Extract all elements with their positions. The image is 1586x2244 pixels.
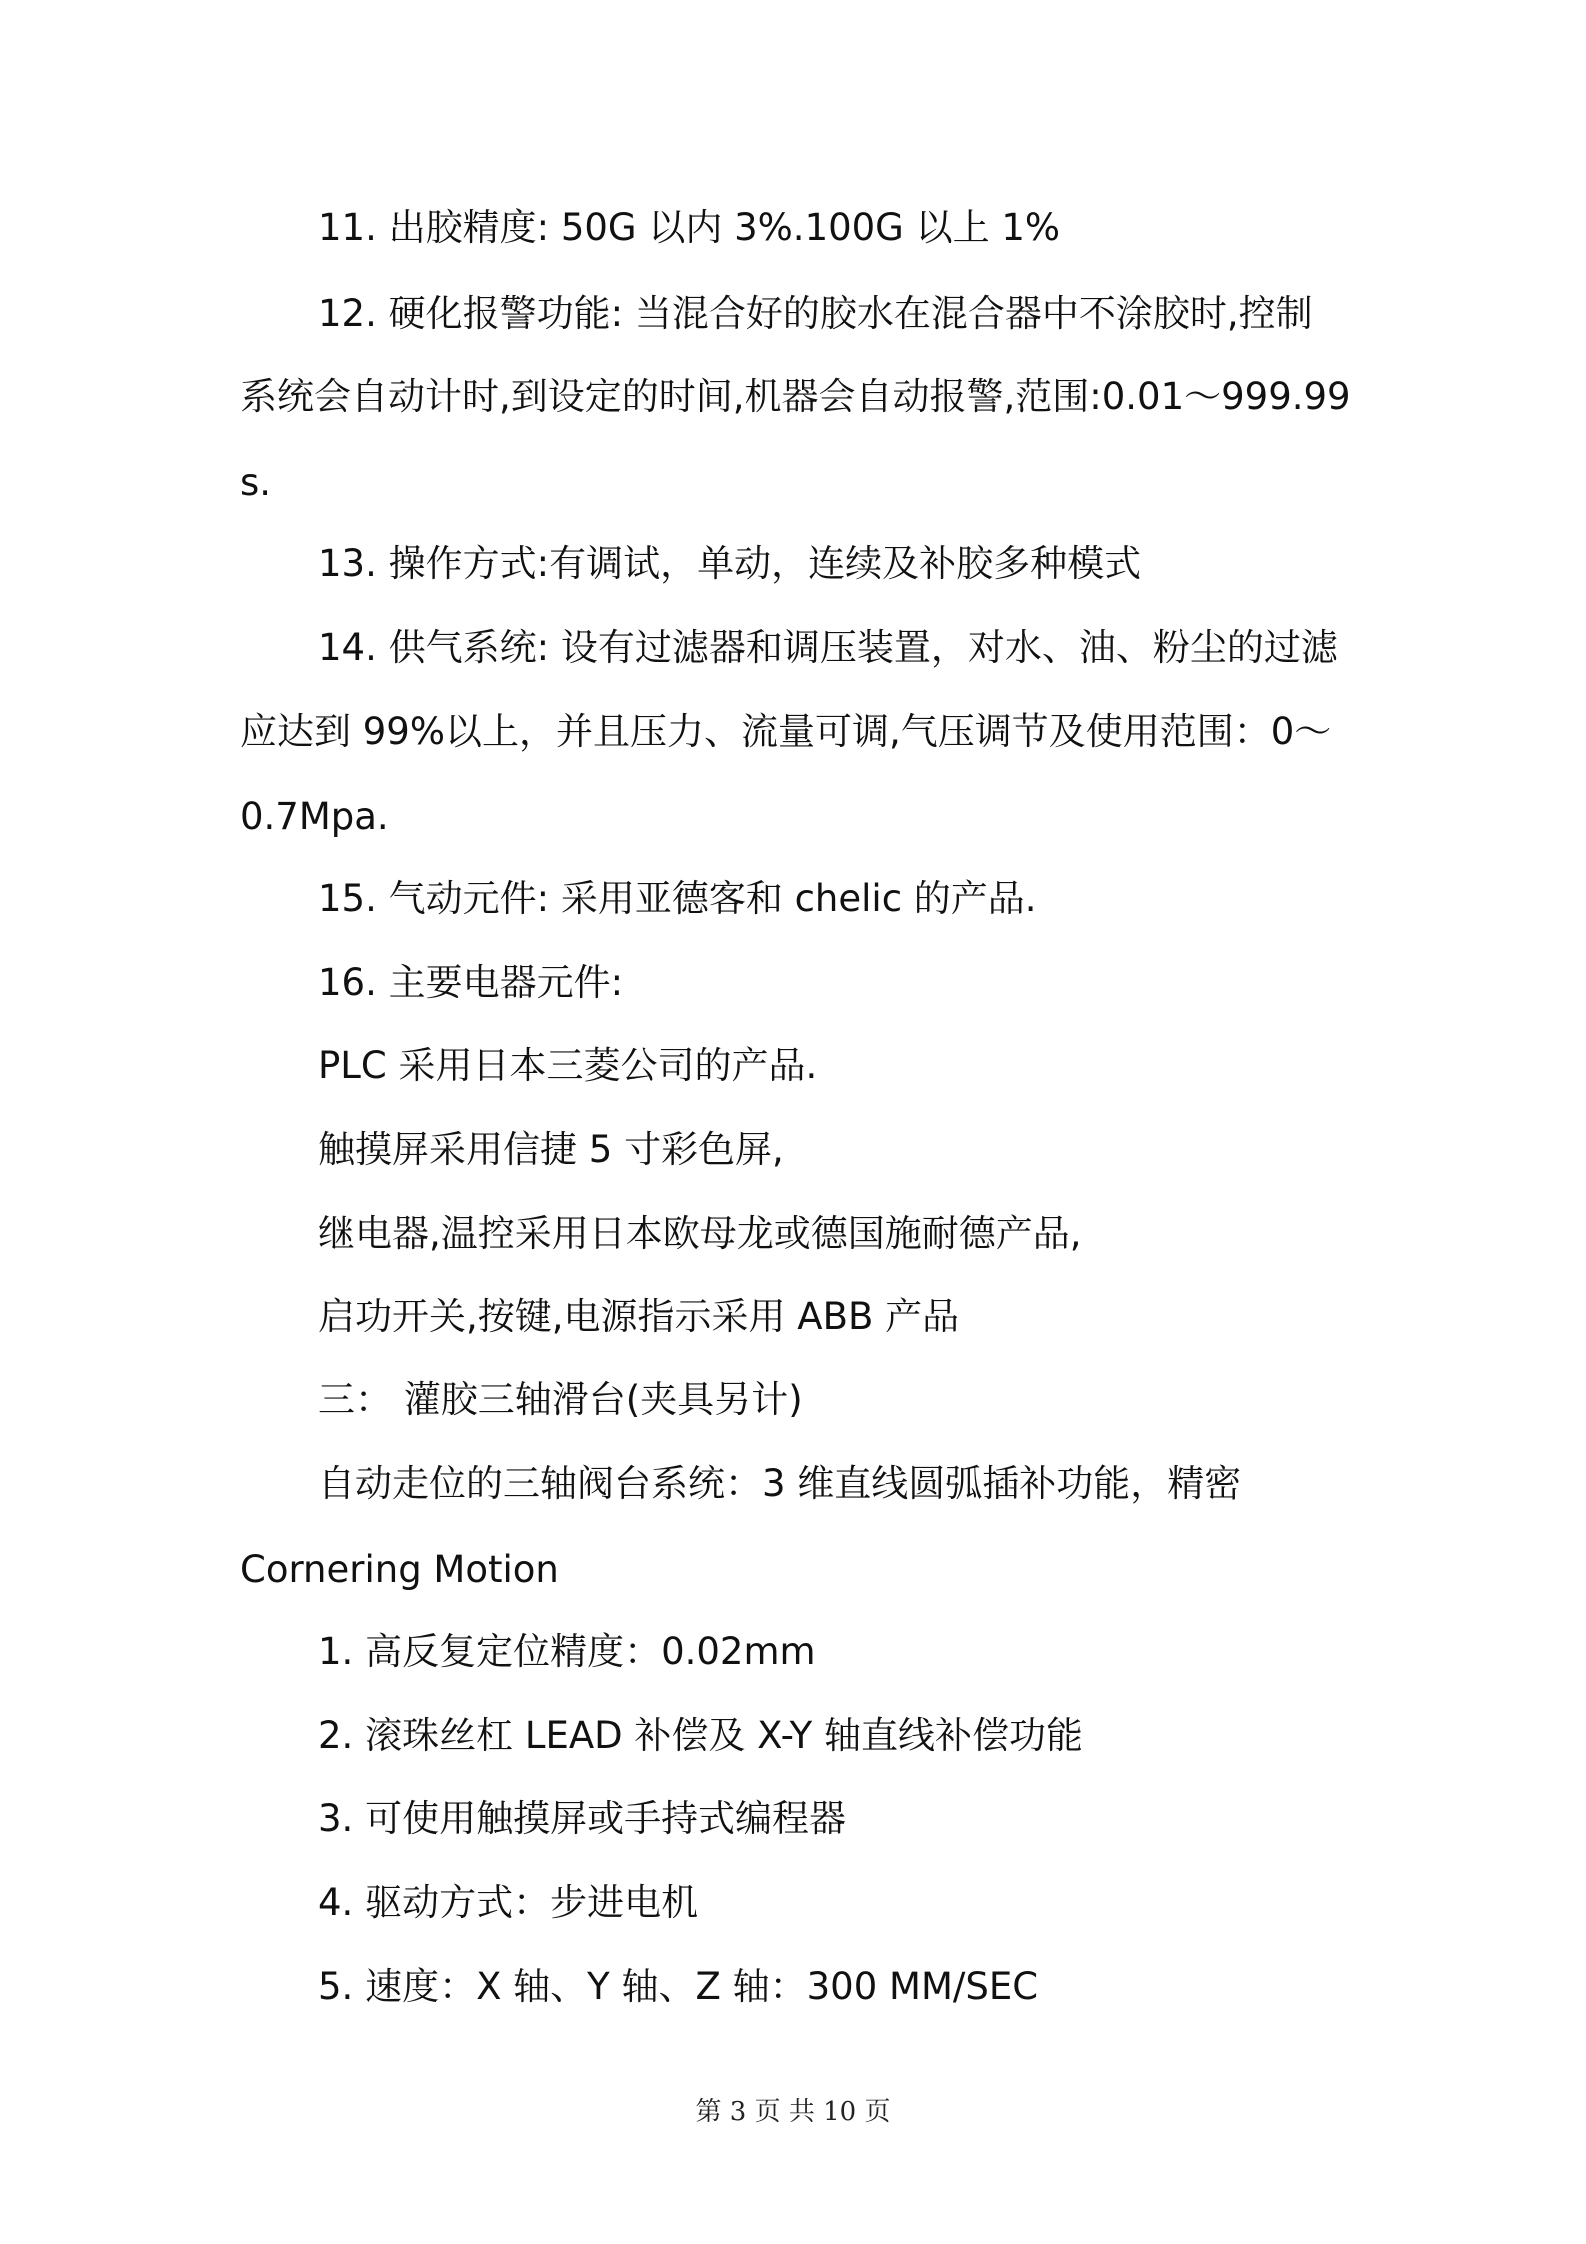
spec-line-relay: 继电器,温控采用日本欧母龙或德国施耐德产品,: [318, 1212, 1082, 1255]
spec-line-11: 11. 出胶精度: 50G 以内 3%.100G 以上 1%: [318, 206, 1061, 249]
spec-line-14: 14. 供气系统: 设有过滤器和调压装置，对水、油、粉尘的过滤: [318, 626, 1338, 669]
section-intro: 自动走位的三轴阀台系统：3 维直线圆弧插补功能，精密: [318, 1462, 1242, 1505]
axis-spec-2: 2. 滚珠丝杠 LEAD 补偿及 X-Y 轴直线补偿功能: [318, 1714, 1083, 1757]
spec-line-touchscreen: 触摸屏采用信捷 5 寸彩色屏,: [318, 1128, 784, 1171]
spec-line-12: 12. 硬化报警功能: 当混合好的胶水在混合器中不涂胶时,控制: [318, 292, 1313, 335]
axis-spec-1: 1. 高反复定位精度：0.02mm: [318, 1630, 816, 1673]
spec-line-switch: 启功开关,按键,电源指示采用 ABB 产品: [318, 1295, 960, 1338]
spec-line-14-end: 0.7Mpa.: [240, 795, 389, 838]
spec-line-plc: PLC 采用日本三菱公司的产品.: [318, 1044, 818, 1087]
spec-line-15: 15. 气动元件: 采用亚德客和 chelic 的产品.: [318, 877, 1037, 920]
section-heading-3: 三： 灌胶三轴滑台(夹具另计): [318, 1378, 803, 1421]
axis-spec-4: 4. 驱动方式：步进电机: [318, 1881, 699, 1924]
spec-line-12-cont: 系统会自动计时,到设定的时间,机器会自动报警,范围:0.01～999.99: [240, 375, 1351, 418]
axis-spec-5: 5. 速度：X 轴、Y 轴、Z 轴：300 MM/SEC: [318, 1965, 1039, 2008]
page-footer: 第 3 页 共 10 页: [695, 2097, 891, 2127]
spec-line-12-end: s.: [240, 461, 272, 504]
section-intro-cont: Cornering Motion: [240, 1548, 559, 1591]
spec-line-13: 13. 操作方式:有调试，单动，连续及补胶多种模式: [318, 542, 1142, 585]
spec-line-16: 16. 主要电器元件:: [318, 961, 624, 1004]
axis-spec-3: 3. 可使用触摸屏或手持式编程器: [318, 1797, 847, 1840]
spec-line-14-cont: 应达到 99%以上，并且压力、流量可调,气压调节及使用范围：0～: [240, 710, 1332, 753]
